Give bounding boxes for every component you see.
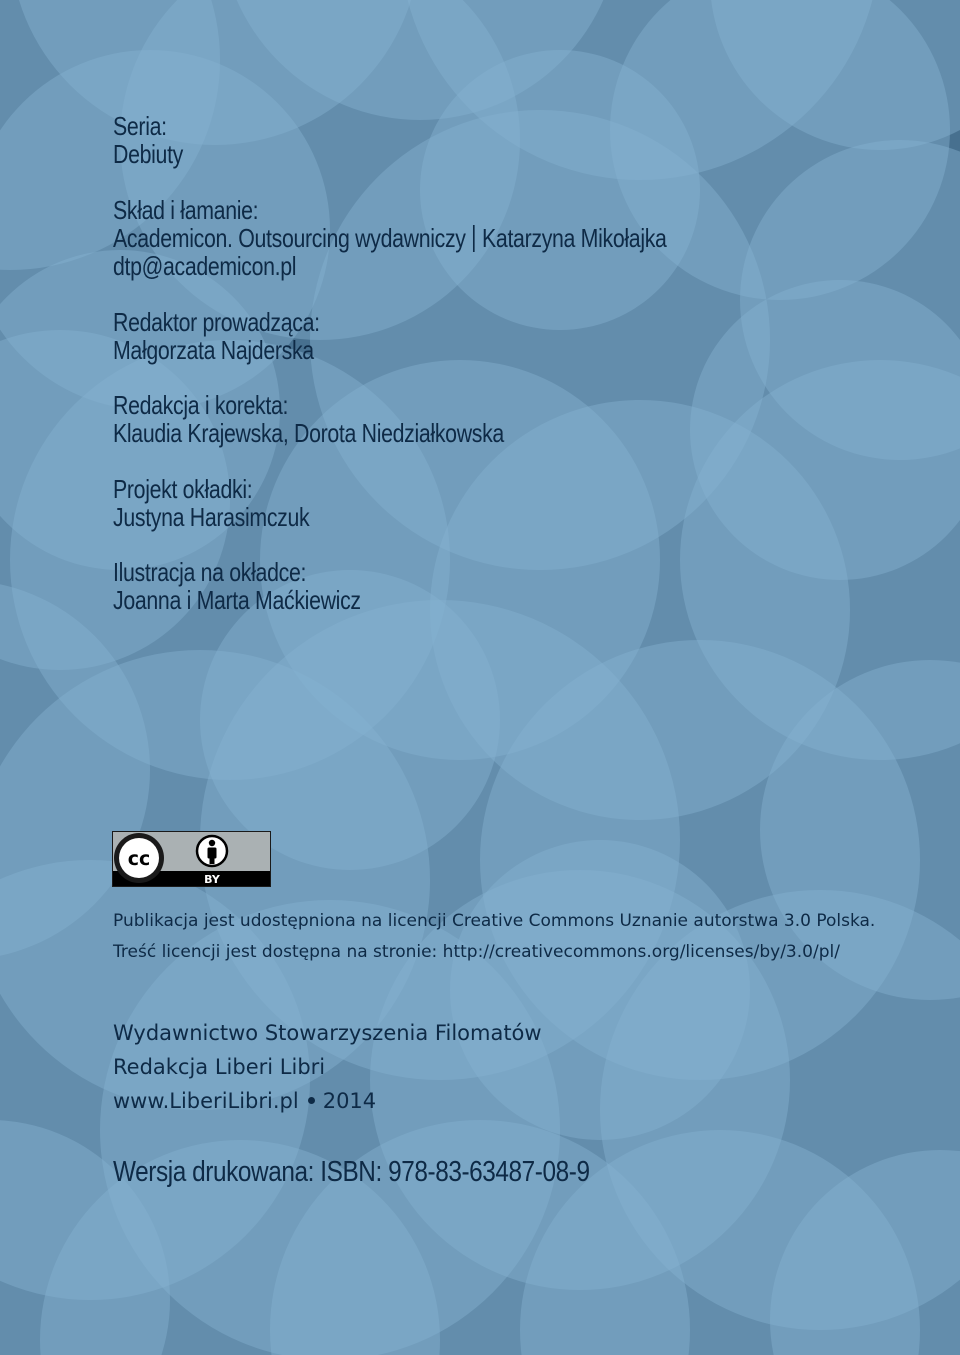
credit-email[interactable]: dtp@academicon.pl (113, 251, 297, 281)
credit-cover-design (113, 475, 309, 531)
credit-value: Klaudia Krajewska, Dorota Niedziałkowska (113, 418, 504, 448)
credit-label: Projekt okładki: (113, 474, 253, 504)
cc-text: cc (127, 848, 151, 870)
credit-label: Ilustracja na okładce: (113, 557, 307, 587)
credit-value: Joanna i Marta Maćkiewicz (113, 585, 361, 615)
typesetter-name: Katarzyna Mikołajka (482, 223, 667, 253)
credit-label: Redakcja i korekta: (113, 390, 289, 420)
bullet-dot-icon (308, 1097, 315, 1104)
credit-label: Redaktor prowadząca: (113, 307, 320, 337)
credit-editing (113, 391, 504, 447)
credit-managing-editor (113, 308, 320, 364)
publication-year: 2014 (322, 1089, 377, 1113)
credit-cover-illustration (113, 558, 361, 614)
publisher-imprint: Redakcja Liberi Libri (113, 1055, 326, 1079)
credit-value: Debiuty (113, 139, 183, 169)
typesetting-company: Academicon. Outsourcing wydawniczy (113, 223, 466, 253)
vertical-separator (473, 225, 475, 252)
publisher-name: Wydawnictwo Stowarzyszenia Filomatów (113, 1021, 542, 1045)
publisher-website[interactable]: www.LiberiLibri.pl (113, 1089, 299, 1113)
credit-value: Justyna Harasimczuk (113, 502, 310, 532)
license-url-line[interactable]: Treść licencji jest dostępna na stronie: http://creativecommons.org/licenses/by/3.0/pl/ (113, 942, 840, 962)
license-text (113, 906, 875, 968)
credit-typesetting (113, 196, 667, 280)
credit-value (113, 224, 667, 252)
isbn-line: Wersja drukowana: ISBN: 978-83-63487-08-9 (113, 1156, 590, 1188)
credit-label: Seria: (113, 111, 167, 141)
publisher-block (113, 1016, 542, 1118)
credit-label: Skład i łamanie: (113, 195, 259, 225)
cc-by-license-badge[interactable] (112, 831, 271, 887)
by-text: BY (204, 873, 220, 886)
publisher-web-year (113, 1084, 542, 1118)
credit-value: Małgorzata Najderska (113, 335, 314, 365)
credit-series (113, 112, 183, 168)
license-line: Publikacja jest udostępniona na licencji Creative Commons Uznanie autorstwa 3.0 Polska. (113, 911, 876, 931)
